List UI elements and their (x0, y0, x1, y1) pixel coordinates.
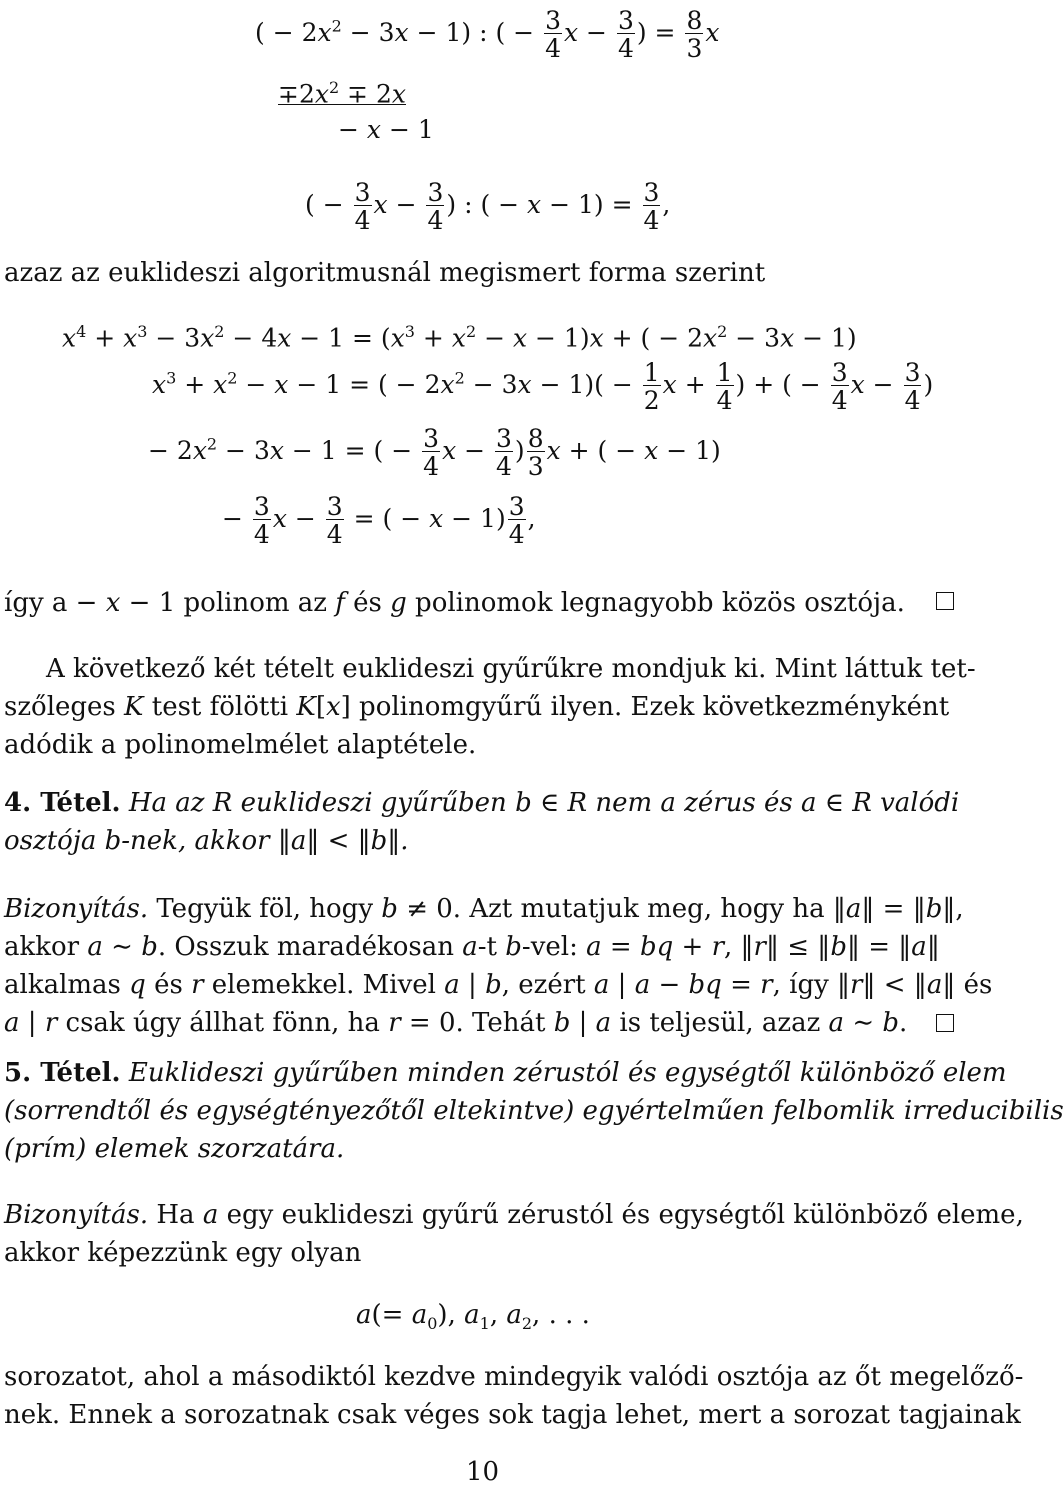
proof-5-line-2: akkor képezzünk egy olyan (4, 1238, 362, 1268)
proof-4-line-1: Bizonyítás. Tegyük föl, hogy b ≠ 0. Azt mutatjuk meg, hogy ha ‖a‖ = ‖b‖, (4, 894, 964, 924)
theorem-4-line-1: 4. Tétel. Ha az R euklideszi gyűrűben b ∈ R nem a zérus és a ∈ R valódi (4, 788, 960, 818)
equation-3: − $2x^2 - 3x - 1$ = ( − $\frac{3}{4}$ x − $\frac{3}{4}$ ) $\frac{8}{3}$ x + ( − x − 1) (148, 424, 721, 481)
division-line-1: ( − $2x^2 - 3x - 1$) : ( − $\frac{3}{4}$ x − $\frac{3}{4}$ ) = $\frac{8}{3}$ x (255, 6, 720, 63)
proof-4-line-3: alkalmas q és r elemekkel. Mivel a | b, ezért a | a − bq = r, így ‖r‖ < ‖a‖ és (4, 970, 993, 1000)
proof-5-label: Bizonyítás. (4, 1200, 149, 1230)
intro-text: azaz az euklideszi algoritmusnál megismert forma szerint (4, 258, 766, 288)
theorem-5-text-1: Euklideszi gyűrűben minden zérustól és egységtől különböző elem (128, 1058, 1007, 1088)
page-number: 10 (466, 1457, 500, 1487)
equation-2: $x^3 + x^2 - x - 1$ = ( − $2x^2 - 3x - 1$)( − $\frac{1}{2}$ x + $\frac{1}{4}$ ) + ( − $\frac{3}{4}$ x − $\frac{3}{4}$ ) (152, 358, 934, 415)
theorem-4-label: 4. Tétel. (4, 788, 121, 818)
equation-4: − $\frac{3}{4}$ x − $\frac{3}{4}$ = ( − x − 1) $\frac{3}{4}$ , (222, 492, 536, 549)
paragraph-line-1: A következő két tételt euklideszi gyűrűkre mondjuk ki. Mint láttuk tet- (46, 654, 976, 684)
qed-square-icon (936, 592, 954, 610)
conclusion-text: így a − x − 1 polinom az f és g polinomok legnagyobb közös osztója. (4, 588, 905, 618)
proof-4-line-2: akkor a ∼ b. Osszuk maradékosan a-t b-vel: a = bq + r, ‖r‖ ≤ ‖b‖ = ‖a‖ (4, 932, 940, 962)
sequence-formula: $a(= a_0)$, $a_1$, $a_2$, . . . (356, 1300, 590, 1334)
theorem-5-line-2: (sorrendtől és egységtényezőtől eltekintve) egyértelműen felbomlik irreducibilis (4, 1096, 1064, 1126)
qed-square-icon (936, 1014, 954, 1032)
division-line-2: ( − $\frac{3}{4}$ x − $\frac{3}{4}$ ) : ( − x − 1) = $\frac{3}{4}$ , (305, 178, 671, 235)
theorem-5-label: 5. Tétel. (4, 1058, 121, 1088)
paragraph-line-3: adódik a polinomelmélet alaptétele. (4, 730, 477, 760)
equation-1: $x^4 + x^3 - 3x^2 - 4x - 1 = (x^3 + x^2 - x - 1)x$ + ( − $2x^2 - 3x - 1$) (62, 322, 857, 353)
proof-5-line-1: Bizonyítás. Ha a egy euklideszi gyűrű zérustól és egységtől különböző eleme, (4, 1200, 1024, 1230)
proof-5-line-4: nek. Ennek a sorozatnak csak véges sok tagja lehet, mert a sorozat tagjainak (4, 1400, 1021, 1430)
theorem-5-line-3: (prím) elemek szorzatára. (4, 1134, 345, 1164)
proof-5-line-3: sorozatot, ahol a másodiktól kezdve mindegyik valódi osztója az őt megelőző- (4, 1362, 1024, 1392)
proof-4-line-4: a | r csak úgy állhat fönn, ha r = 0. Tehát b | a is teljesül, azaz a ∼ b. (4, 1008, 908, 1038)
theorem-5-line-1 (4, 1056, 1007, 1090)
division-rule (278, 104, 406, 105)
proof-4-label: Bizonyítás. (4, 894, 149, 924)
subtraction-line-2: − x − 1 (338, 115, 434, 144)
theorem-4-line-2: osztója b-nek, akkor ‖a‖ < ‖b‖. (4, 826, 409, 856)
paragraph-line-2: szőleges K test fölötti K[x] polinomgyűrű ilyen. Ezek következményként (4, 692, 950, 722)
subtraction-line-1: $\mp 2x^2 \mp 2x$ (278, 78, 407, 109)
